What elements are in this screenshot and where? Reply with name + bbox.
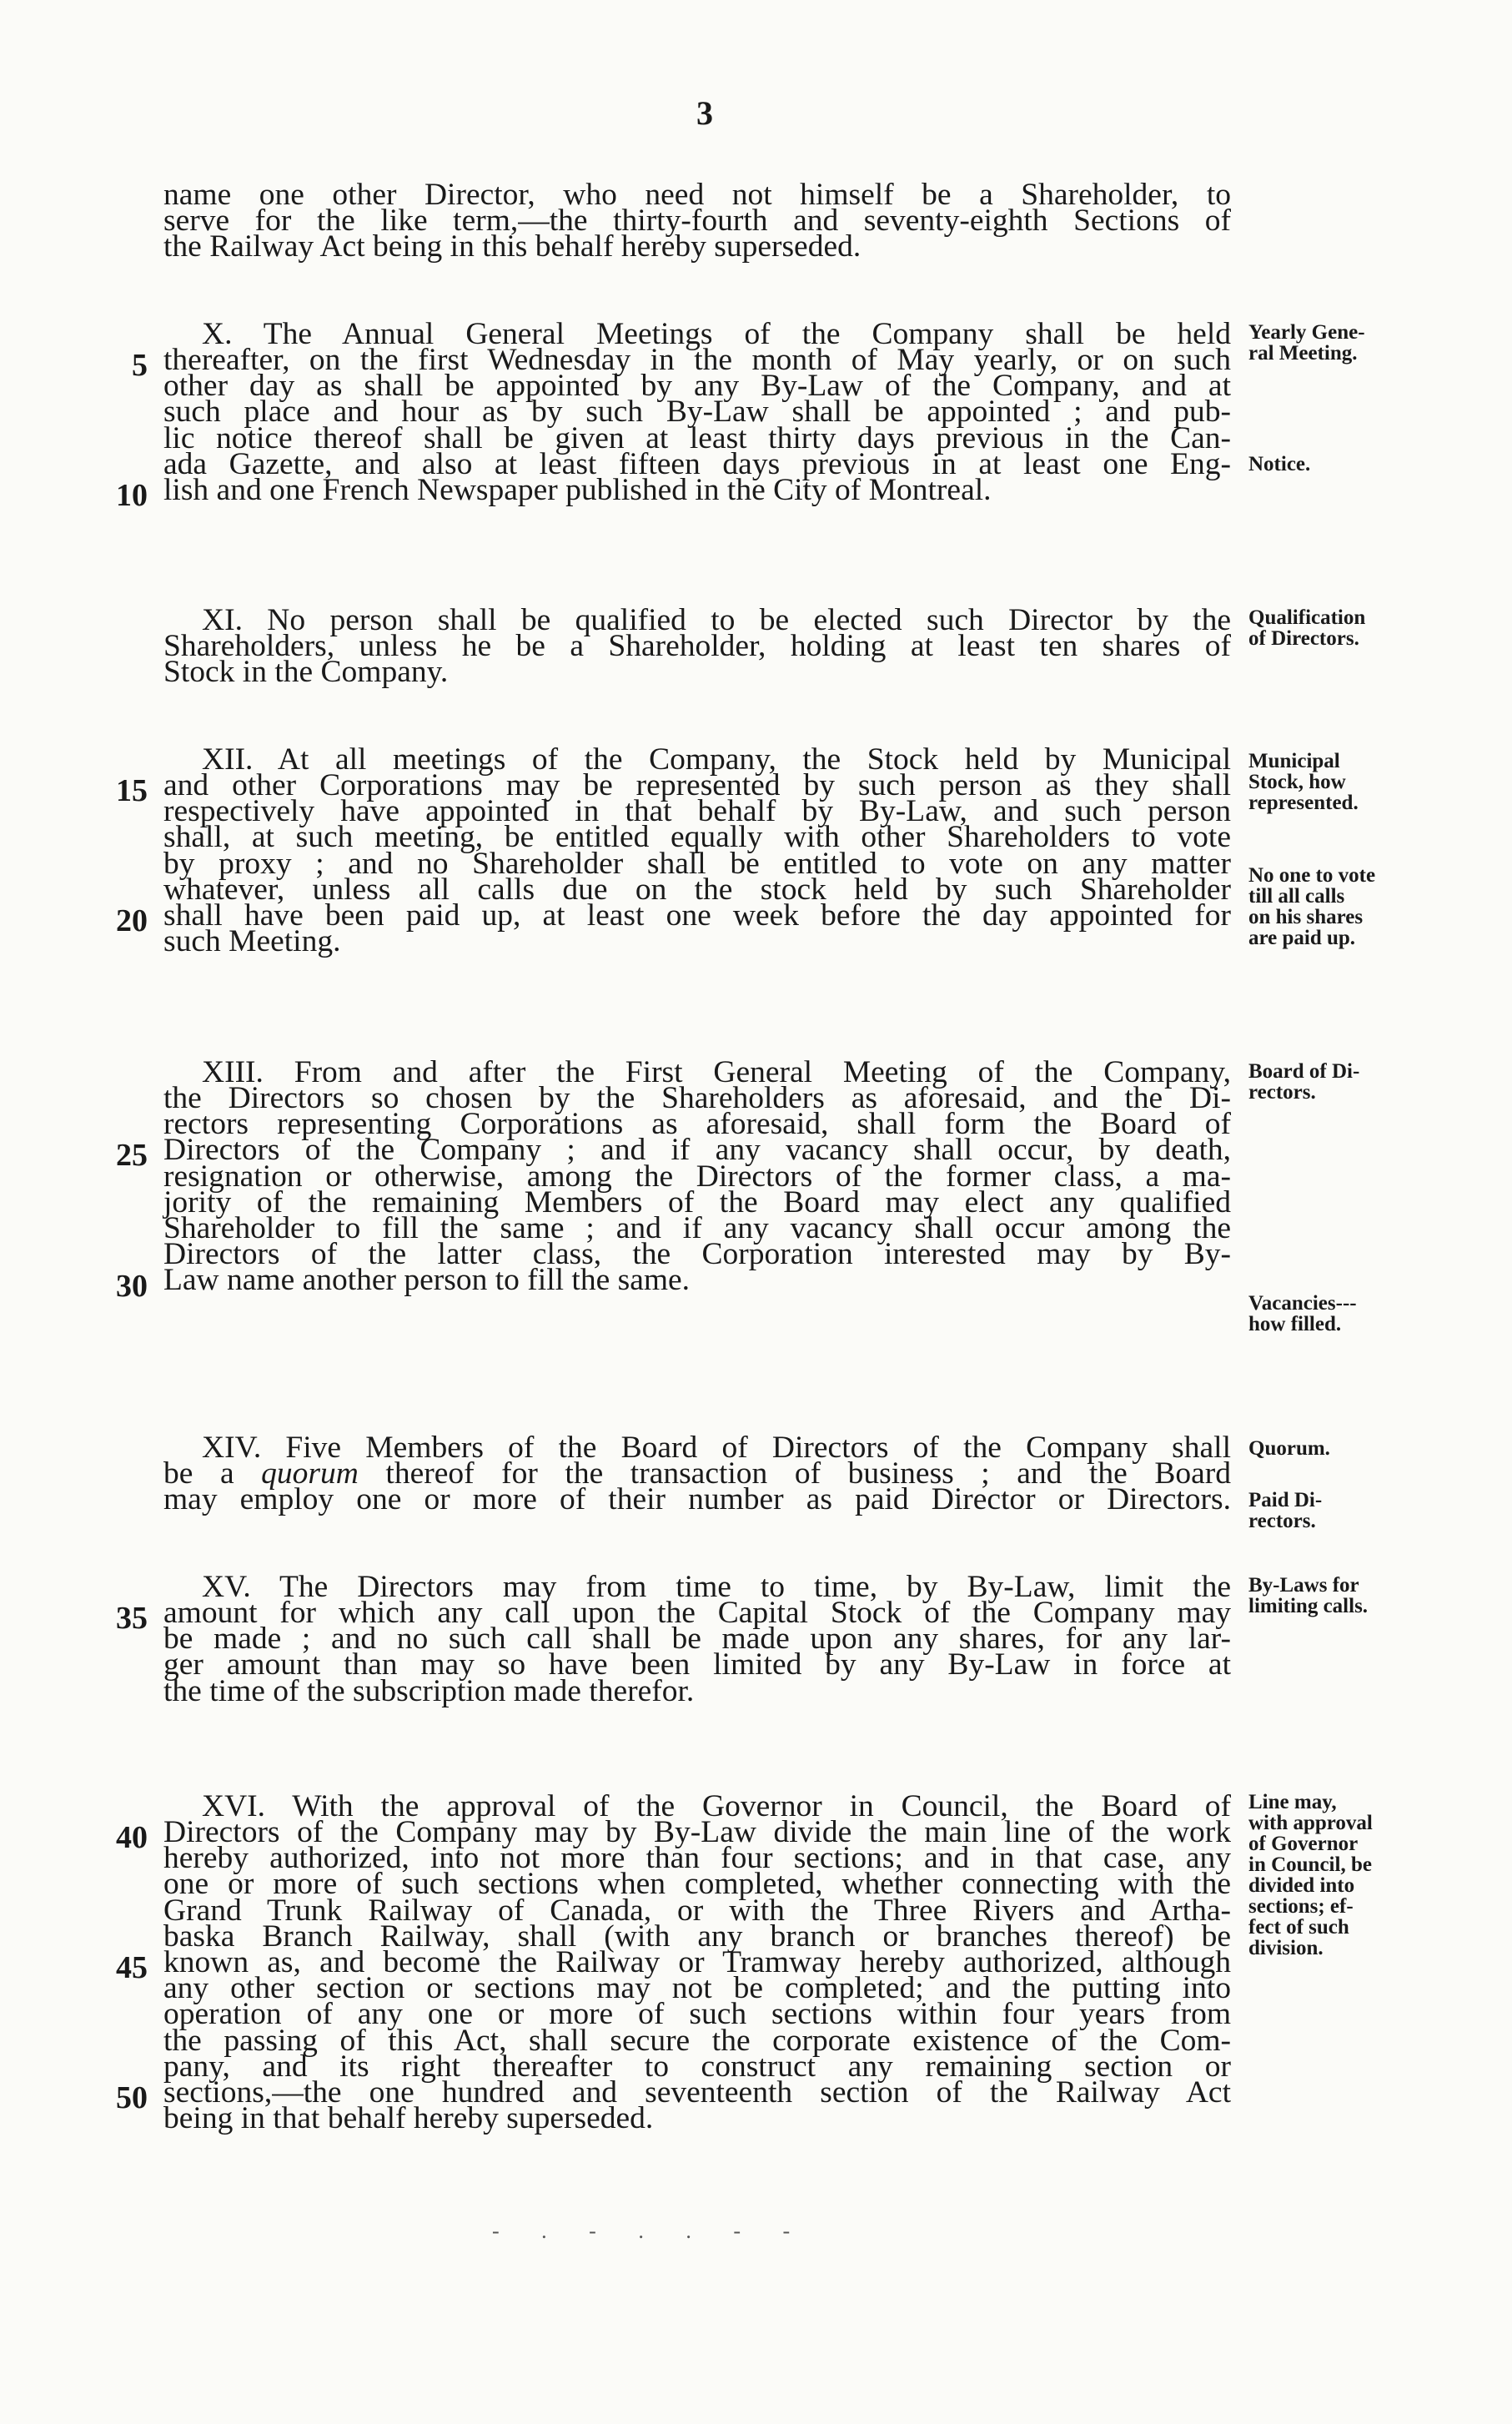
text-line: the passing of this Act, shall secure the corporate existence of the Com-	[163, 2023, 1231, 2058]
text-line: shall have been paid up, at least one week before the day appointed for	[163, 898, 1231, 933]
text-line: Law name another person to fill the same.	[163, 1263, 691, 1298]
section-xi	[163, 629, 1231, 690]
text-line: any other section or sections may not be completed; and the putting into	[163, 1971, 1231, 2006]
line-number: 20	[116, 903, 148, 938]
text-line: the time of the subscription made therefor.	[163, 1673, 695, 1708]
margin-note-quorum: Quorum.	[1248, 1437, 1330, 1460]
text-line: jority of the remaining Members of the Board may elect any qualified	[163, 1184, 1231, 1220]
text-line: pany, and its right thereafter to construct any remaining section or	[163, 2049, 1231, 2084]
paragraph-continuation	[163, 178, 1231, 264]
margin-note-municipal-stock: Municipal Stock, how represented.	[1248, 750, 1359, 814]
text-line: ger amount than may so have been limited by any By-Law in force at	[163, 1647, 1231, 1682]
margin-note-yearly-meeting: Yearly Gene- ral Meeting.	[1248, 321, 1365, 365]
section-xvi	[163, 1815, 1231, 2136]
text-line: Directors of the Company ; and if any vacancy shall occur, by death,	[163, 1133, 1231, 1168]
text-line: XV. The Directors may from time to time, by By-Law, limit the	[202, 1570, 1231, 1604]
text-line: such Meeting.	[163, 924, 341, 959]
line-number: 40	[116, 1820, 148, 1855]
text-line: baska Branch Railway, shall (with any branch or branches thereof) be	[163, 1919, 1231, 1954]
text-line: amount for which any call upon the Capital Stock of the Company may	[163, 1596, 1231, 1630]
text-line: lish and one French Newspaper published in the City of Montreal.	[163, 473, 992, 508]
text-line: shall, at such meeting, be entitled equally with other Shareholders to vote	[163, 820, 1231, 855]
text-line: Stock in the Company.	[163, 655, 449, 690]
text-line: other day as shall be appointed by any By-Law of the Company, and at	[163, 369, 1231, 404]
margin-note-qualification: Qualification of Directors.	[1248, 606, 1366, 650]
section-x	[163, 343, 1231, 508]
text-line: XI. No person shall be qualified to be elected such Director by the	[202, 603, 1231, 637]
footer-rule: - . - . . - -	[492, 2219, 809, 2243]
text-line: name one other Director, who need not himself be a Shareholder, to	[163, 178, 1231, 212]
text-line: resignation or otherwise, among the Directors of the former class, a ma-	[163, 1159, 1231, 1194]
text-line: Directors of the latter class, the Corporation interested may by By-	[163, 1237, 1231, 1272]
text-line: respectively have appointed in that behalf by By-Law, and such person	[163, 794, 1231, 829]
margin-note-no-proxy: No one to vote till all calls on his shares are paid up.	[1248, 864, 1376, 949]
text-line: lic notice thereof shall be given at least thirty days previous in the Can-	[163, 420, 1231, 455]
text-line: known as, and become the Railway or Tramway hereby authorized, although	[163, 1945, 1231, 1980]
italic-word: quorum	[261, 1456, 359, 1491]
text-line: rectors representing Corporations as aforesaid, shall form the Board of	[163, 1107, 1231, 1142]
section-xiv	[163, 1456, 1231, 1517]
margin-note-board: Board of Di- rectors.	[1248, 1060, 1360, 1104]
text-fragment: be a	[163, 1456, 262, 1491]
line-number: 15	[116, 773, 148, 808]
text-line: thereafter, on the first Wednesday in the month of May yearly, or on such	[163, 343, 1231, 377]
text-line: X. The Annual General Meetings of the Company shall be held	[202, 317, 1231, 351]
section-xii	[163, 768, 1231, 959]
margin-note-vacancies: Vacancies--- how filled.	[1248, 1292, 1357, 1335]
section-xiii	[163, 1081, 1231, 1298]
line-number: 35	[116, 1601, 148, 1636]
text-line: hereby authorized, into not more than four sections; and in that case, any	[163, 1841, 1231, 1876]
line-number: 25	[116, 1138, 148, 1173]
text-line: by proxy ; and no Shareholder shall be entitled to vote on any matter	[163, 846, 1231, 881]
line-number: 45	[116, 1950, 148, 1985]
text-line: operation of any one or more of such sections within four years from	[163, 1997, 1231, 2032]
text-line: being in that behalf hereby superseded.	[163, 2101, 654, 2136]
line-number: 50	[116, 2080, 148, 2115]
text-line: may employ one or more of their number as paid Director or Directors.	[163, 1482, 1231, 1517]
text-line: Grand Trunk Railway of Canada, or with the Three Rivers and Artha-	[163, 1893, 1231, 1928]
text-fragment: thereof for the transaction of business ; and the Board	[358, 1456, 1231, 1491]
text-line: XII. At all meetings of the Company, the Stock held by Municipal	[202, 742, 1231, 777]
margin-note-paid-directors: Paid Di- rectors.	[1248, 1489, 1323, 1532]
text-line: Directors of the Company may by By-Law divide the main line of the work	[163, 1815, 1231, 1849]
line-number: 10	[116, 478, 148, 513]
text-line: serve for the like term,—the thirty-fourth and seventy-eighth Sections of	[163, 204, 1231, 239]
text-line: the Directors so chosen by the Shareholders as aforesaid, and the Di-	[163, 1081, 1231, 1115]
section-xv	[163, 1596, 1231, 1708]
text-line: Shareholder to fill the same ; and if any vacancy shall occur among the	[163, 1211, 1231, 1246]
text-line: XVI. With the approval of the Governor in Council, the Board of	[202, 1789, 1231, 1823]
text-line: Shareholders, unless he be a Shareholder, holding at least ten shares of	[163, 629, 1231, 663]
text-line: whatever, unless all calls due on the stock held by such Shareholder	[163, 872, 1231, 907]
margin-note-notice: Notice.	[1248, 453, 1311, 475]
text-line: one or more of such sections when completed, whether connecting with the	[163, 1867, 1231, 1902]
text-line: the Railway Act being in this behalf hereby superseded.	[163, 229, 861, 264]
text-line: XIV. Five Members of the Board of Directors of the Company shall	[202, 1431, 1231, 1465]
text-line: XIII. From and after the First General Meeting of the Company,	[202, 1055, 1231, 1089]
line-number: 5	[132, 348, 148, 383]
text-line: be made ; and no such call shall be made upon any shares, for any lar-	[163, 1622, 1231, 1657]
margin-note-line-sections: Line may, with approval of Governor in Council, be divided into sections; ef- fect of such division.	[1248, 1791, 1373, 1959]
margin-note-bylaws-calls: By-Laws for limiting calls.	[1248, 1574, 1369, 1617]
page-number: 3	[696, 94, 713, 132]
line-number: 30	[116, 1269, 148, 1304]
text-line: sections,—the one hundred and seventeenth section of the Railway Act	[163, 2075, 1231, 2110]
text-line: and other Corporations may be represented by such person as they shall	[163, 768, 1231, 802]
text-line: ada Gazette, and also at least fifteen days previous in at least one Eng-	[163, 446, 1231, 481]
text-line: such place and hour as by such By-Law shall be appointed ; and pub-	[163, 395, 1231, 430]
